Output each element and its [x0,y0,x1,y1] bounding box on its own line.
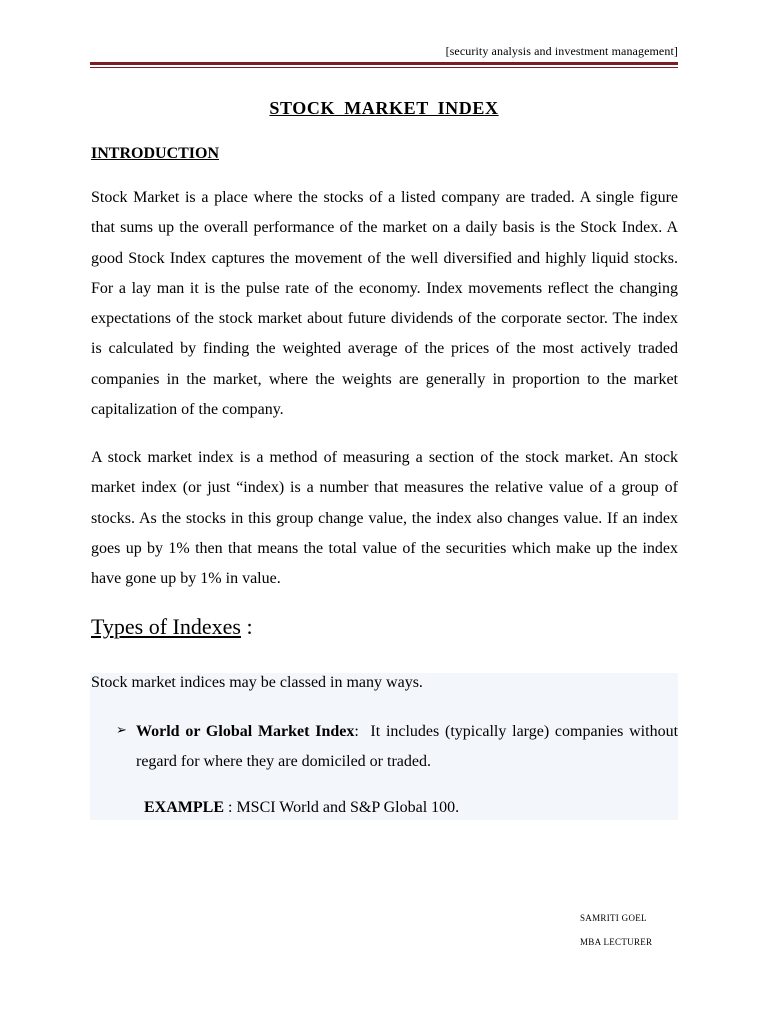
document-title: STOCK MARKET INDEX [269,98,499,118]
types-heading [91,614,253,640]
types-heading-colon: : [240,614,253,639]
types-heading-text: Types of Indexes [91,614,241,639]
example-line [144,799,459,817]
example-label: EXAMPLE [144,799,224,816]
example-text: : MSCI World and S&P Global 100. [224,799,460,816]
list-item-term: World or Global Market Index [136,723,355,740]
header-rule-thick [90,62,678,65]
intro-paragraph-2: A stock market index is a method of measuring a section of the stock market. An stock market index (or just “index) is a number that measures the relative value of a group of stocks. As the stocks in this group change value, the index also changes value. If an index goes up by 1% then that means the total value of the securities which make up the index have gone up by 1% in value. [91,449,678,588]
signature-role: MBA LECTURER [580,937,653,947]
header-rule-thin [90,67,678,68]
types-intro-line: Stock market indices may be classed in many ways. [91,674,423,691]
signature-name: SAMRITI GOEL [580,913,647,923]
page-header-note: [security analysis and investment management] [445,44,678,58]
list-item-description: It includes (typically large) companies without regard for where they are domiciled or traded. [136,723,679,771]
intro-paragraph-1: Stock Market is a place where the stocks of a listed company are traded. A single figure that sums up the overall performance of the market on a daily basis is the Stock Index. A good Stock Index captures the movement of the well diversified and highly liquid stocks. For a lay man it is the pulse rate of the economy. Index movements reflect the changing expectations of the stock market about future dividends of the corporate sector. The index is calculated by finding the weighted average of the prices of the most actively traded companies in the market, where the weights are generally in proportion to the market capitalization of the company. [91,189,678,419]
list-item-world-index [136,717,678,778]
introduction-heading: INTRODUCTION [91,145,220,162]
arrow-bullet-icon: ➢ [116,722,127,737]
list-item-term-colon: : [354,723,359,740]
